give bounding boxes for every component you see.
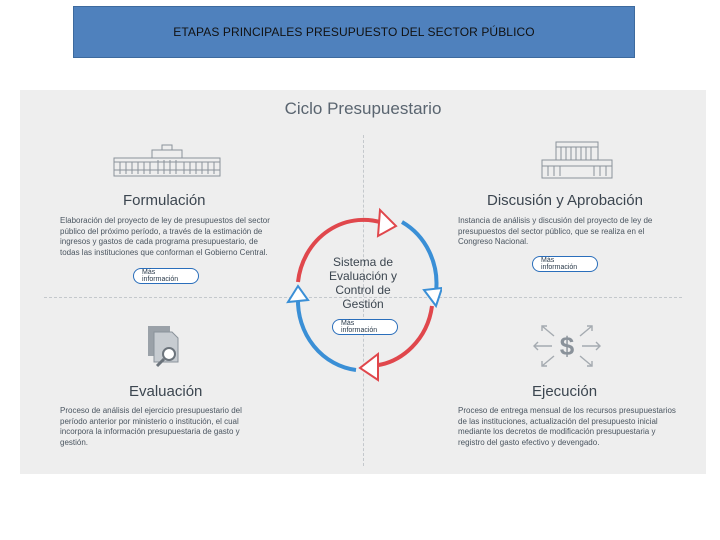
formulacion-description: Elaboración del proyecto de ley de presupuestos del sector público del próximo período, a través de la estimación de ingresos y gastos de cada programa presupuestario, de todas las instituciones que conforman el Gobierno Central. — [60, 216, 270, 257]
discusion-title: Discusión y Aprobación — [487, 192, 643, 209]
dollar-arrows-icon — [532, 322, 602, 370]
center-line-1: Sistema de — [332, 255, 394, 269]
red-cycle-arrow-bottom — [372, 306, 432, 366]
budget-cycle-panel — [20, 90, 706, 474]
center-line-2: Evaluación y — [328, 269, 398, 283]
ejecucion-title: Ejecución — [532, 383, 598, 400]
congress-building-icon — [540, 138, 614, 180]
discusion-description: Instancia de análisis y discusión del proyecto de ley de presupuestos del sector público, que se realiza en el Congreso Nacional. — [458, 216, 653, 246]
title-banner — [73, 6, 635, 58]
center-line-3: Control de — [335, 283, 391, 297]
banner-title: ETAPAS PRINCIPALES PRESUPUESTO DEL SECTOR PÚBLICO — [173, 25, 535, 39]
evaluacion-title: Evaluación — [129, 383, 203, 400]
government-building-icon — [112, 144, 222, 178]
formulacion-title: Formulación — [123, 192, 206, 209]
center-more-info-button[interactable]: Más información — [332, 319, 398, 335]
document-magnifier-icon — [146, 324, 186, 370]
discusion-more-info-button[interactable]: Más información — [532, 256, 598, 272]
evaluacion-description: Proceso de análisis del ejercicio presupuestario del período anterior por ministerio o institución, el cual incorpora la información presupuestaria de gasto y gestión. — [60, 406, 242, 447]
formulacion-more-info-button[interactable]: Más información — [133, 268, 199, 284]
blue-cycle-arrow — [402, 222, 436, 292]
svg-text:$: $ — [559, 331, 575, 361]
center-line-4: Gestión — [342, 297, 384, 311]
ejecucion-description: Proceso de entrega mensual de los recursos presupuestarios de las instituciones, actualización del presupuesto inicial mediante los decretos de modificación presupuestaria y registro del gasto efectivo y devengado. — [458, 406, 676, 447]
diagram-title: Ciclo Presupuestario — [284, 99, 442, 118]
center-label — [320, 255, 406, 311]
